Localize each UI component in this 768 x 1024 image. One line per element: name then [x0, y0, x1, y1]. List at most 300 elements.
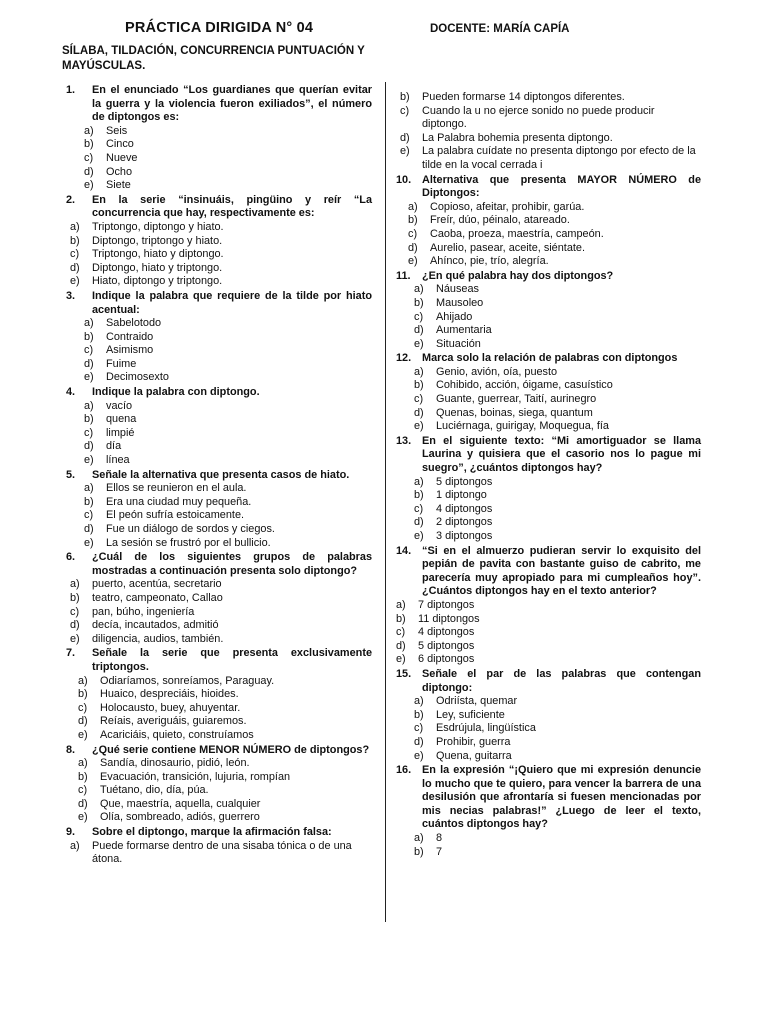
option-letter: b)	[84, 413, 94, 426]
answer-option	[396, 420, 701, 434]
question-q15	[396, 668, 701, 763]
question-text: “Si en el almuerzo pudieran servir lo exquisito del pepián de pavita con bastante guiso de cabrito, me parecería muy apropiado para mi cumpleaños hoy”. ¿Cuántos diptongos hay en el texto anterior?	[422, 544, 701, 598]
option-text: Odriísta, quemar	[436, 695, 518, 708]
page-title: PRÁCTICA DIRIGIDA N° 04	[125, 20, 314, 36]
answer-option	[66, 262, 372, 276]
question-number: 2.	[66, 193, 76, 206]
answer-option	[396, 709, 701, 723]
left-column	[66, 84, 372, 867]
question-q2	[66, 194, 372, 289]
answer-option	[396, 530, 701, 544]
option-text: Guante, guerrear, Taití, aurinegro	[436, 393, 597, 406]
answer-option	[396, 750, 701, 764]
question-text: Indique la palabra que requiere de la tilde por hiato acentual:	[92, 289, 372, 316]
option-text: Contraido	[106, 330, 154, 343]
option-letter: a)	[408, 200, 418, 213]
option-text: 7 diptongos	[418, 598, 475, 611]
answer-option	[396, 228, 701, 242]
option-text: 5 diptongos	[436, 475, 493, 488]
answer-option	[396, 297, 701, 311]
option-letter: e)	[78, 728, 88, 741]
option-letter: e)	[70, 632, 80, 645]
option-letter: d)	[414, 735, 424, 748]
question-text: Señale la alternativa que presenta casos de hiato.	[92, 468, 350, 481]
option-letter: d)	[414, 516, 424, 529]
answer-option	[66, 427, 372, 441]
answer-option	[66, 578, 372, 592]
option-text: Asimismo	[106, 344, 154, 357]
option-text: vacío	[106, 399, 133, 412]
answer-option	[66, 166, 372, 180]
option-letter: e)	[84, 179, 94, 192]
option-text: Puede formarse dentro de una sisaba tónica o de una átona.	[92, 839, 352, 866]
option-text: Triptongo, hiato y diptongo.	[92, 248, 224, 261]
question-number: 16.	[396, 764, 412, 777]
question-stem	[396, 545, 701, 599]
question-stem	[396, 668, 701, 695]
answer-option	[66, 331, 372, 345]
answer-option	[66, 729, 372, 743]
question-stem	[66, 744, 372, 758]
answer-option	[66, 413, 372, 427]
question-text: En el siguiente texto: “Mi amortiguador se llama Laurina y quisiera que el casorio nos lo pague mi suegro”, ¿cuántos diptongos hay?	[422, 434, 701, 475]
option-text: 6 diptongos	[418, 653, 475, 666]
option-text: línea	[106, 454, 130, 467]
answer-option	[66, 592, 372, 606]
option-letter: d)	[70, 619, 80, 632]
teacher-name: DOCENTE: MARÍA CAPÍA	[430, 23, 570, 35]
answer-option	[66, 757, 372, 771]
answer-option	[396, 91, 701, 105]
option-text: Copioso, afeitar, prohibir, garúa.	[430, 200, 585, 213]
question-stem	[396, 174, 701, 201]
answer-option	[396, 145, 701, 172]
option-letter: e)	[400, 145, 410, 158]
option-text: Cohibido, acción, óigame, casuístico	[436, 379, 613, 392]
option-text: Triptongo, diptongo y hiato.	[92, 220, 224, 233]
option-letter: c)	[414, 310, 424, 323]
option-letter: c)	[400, 104, 410, 117]
answer-option	[66, 358, 372, 372]
option-text: Hiato, diptongo y triptongo.	[92, 275, 223, 288]
question-number: 6.	[66, 551, 76, 564]
right-column	[396, 91, 701, 859]
question-number: 3.	[66, 289, 76, 302]
option-letter: d)	[408, 241, 418, 254]
option-text: quena	[106, 413, 137, 426]
answer-option	[66, 523, 372, 537]
option-letter: c)	[414, 722, 424, 735]
option-text: puerto, acentúa, secretario	[92, 578, 222, 591]
answer-option	[396, 476, 701, 490]
option-letter: c)	[84, 344, 94, 357]
question-stem	[396, 270, 701, 284]
option-letter: b)	[414, 379, 424, 392]
question-text: En el enunciado “Los guardianes que querían evitar la guerra y la violencia fueron exiliados”, el número de diptongos es:	[92, 84, 372, 124]
question-q5	[66, 469, 372, 551]
option-text: 4 diptongos	[436, 502, 493, 515]
option-letter: e)	[70, 275, 80, 288]
answer-option	[396, 324, 701, 338]
option-text: 8	[436, 832, 443, 845]
option-text: La Palabra bohemia presenta diptongo.	[422, 131, 613, 144]
question-q9cont	[396, 91, 701, 173]
option-letter: a)	[414, 283, 424, 296]
option-letter: b)	[414, 845, 424, 858]
option-text: El peón sufría estoicamente.	[106, 509, 245, 522]
question-text: Indique la palabra con diptongo.	[92, 386, 260, 399]
option-letter: c)	[70, 248, 80, 261]
option-letter: d)	[396, 639, 406, 652]
option-text: Fue un diálogo de sordos y ciegos.	[106, 523, 275, 535]
answer-option	[396, 653, 701, 667]
option-text: 3 diptongos	[436, 530, 493, 542]
answer-option	[396, 695, 701, 709]
option-text: Odiaríamos, sonreíamos, Paraguay.	[100, 674, 275, 687]
option-text: Que, maestría, aquella, cualquier	[100, 797, 261, 810]
option-letter: b)	[84, 495, 94, 508]
column-divider	[385, 82, 386, 922]
question-number: 7.	[66, 647, 76, 660]
answer-option	[66, 496, 372, 510]
option-letter: d)	[414, 406, 424, 419]
option-letter: e)	[84, 536, 94, 549]
option-text: Pueden formarse 14 diptongos diferentes.	[422, 91, 625, 103]
question-q8	[66, 744, 372, 826]
option-text: 11 diptongos	[418, 612, 480, 625]
option-letter: a)	[84, 124, 94, 137]
option-text: Diptongo, triptongo y hiato.	[92, 234, 223, 247]
option-letter: c)	[70, 605, 80, 618]
answer-option	[396, 338, 701, 352]
option-text: diligencia, audios, también.	[92, 632, 224, 645]
option-text: Quenas, boinas, siega, quantum	[436, 406, 593, 419]
option-letter: d)	[78, 715, 88, 728]
answer-option	[66, 125, 372, 139]
question-stem	[66, 469, 372, 483]
option-letter: e)	[414, 530, 424, 542]
question-number: 9.	[66, 826, 76, 839]
question-stem	[396, 352, 701, 366]
option-letter: d)	[400, 131, 410, 144]
page-subtitle: SÍLABA, TILDACIÓN, CONCURRENCIA PUNTUACIÓN Y MAYÚSCULAS.	[62, 45, 365, 72]
answer-option	[396, 599, 701, 613]
option-text: Ahínco, pie, trío, alegría.	[430, 255, 549, 268]
answer-option	[396, 242, 701, 256]
option-letter: b)	[70, 234, 80, 247]
option-letter: b)	[78, 770, 88, 783]
option-text: Decimosexto	[106, 371, 169, 384]
answer-option	[396, 640, 701, 654]
question-number: 10.	[396, 173, 412, 186]
option-text: Era una ciudad muy pequeña.	[106, 495, 252, 508]
question-number: 15.	[396, 667, 412, 680]
option-text: Prohibir, guerra	[436, 735, 511, 748]
option-text: 4 diptongos	[418, 626, 475, 639]
option-text: Evacuación, transición, lujuria, rompían	[100, 770, 291, 783]
question-text: Marca solo la relación de palabras con diptongos	[422, 352, 678, 365]
option-text: La sesión se frustró por el bullicio.	[106, 536, 271, 549]
option-letter: c)	[396, 626, 406, 639]
option-letter: b)	[78, 688, 88, 701]
option-letter: b)	[414, 489, 424, 502]
answer-option	[396, 489, 701, 503]
question-number: 14.	[396, 544, 412, 557]
question-stem	[66, 551, 372, 578]
answer-option	[66, 811, 372, 825]
option-letter: b)	[400, 91, 410, 103]
option-text: pan, búho, ingeniería	[92, 605, 195, 618]
option-text: Situación	[436, 337, 481, 350]
option-letter: a)	[414, 832, 424, 845]
option-text: limpié	[106, 426, 135, 439]
answer-option	[396, 393, 701, 407]
answer-option	[66, 440, 372, 454]
option-letter: c)	[78, 784, 88, 797]
question-text: ¿En qué palabra hay dos diptongos?	[422, 269, 614, 282]
question-stem	[66, 826, 372, 840]
option-text: Olía, sombreado, adiós, guerrero	[100, 811, 260, 824]
question-text: En la serie “insinuáis, pingüino y reír “La concurrencia que hay, respectivamente es:	[92, 193, 372, 220]
option-letter: c)	[84, 426, 94, 439]
answer-option	[66, 317, 372, 331]
question-text: Señale el par de las palabras que contengan diptongo:	[422, 667, 701, 694]
answer-option	[66, 482, 372, 496]
option-text: La palabra cuídate no presenta diptongo por efecto de la tilde en la vocal cerrada i	[422, 145, 696, 171]
answer-option	[66, 454, 372, 468]
answer-option	[66, 633, 372, 647]
answer-option	[66, 275, 372, 289]
answer-option	[396, 214, 701, 228]
answer-option	[66, 138, 372, 152]
answer-option	[396, 846, 701, 860]
option-text: Diptongo, hiato y triptongo.	[92, 261, 223, 274]
option-letter: a)	[84, 399, 94, 412]
option-text: Nueve	[106, 151, 138, 164]
answer-option	[396, 736, 701, 750]
question-q3	[66, 290, 372, 385]
answer-option	[66, 344, 372, 358]
option-text: Genio, avión, oía, puesto	[436, 365, 558, 378]
option-letter: d)	[414, 324, 424, 337]
answer-option	[396, 407, 701, 421]
option-letter: e)	[84, 371, 94, 384]
option-letter: c)	[84, 509, 94, 522]
option-letter: e)	[414, 337, 424, 350]
answer-option	[66, 702, 372, 716]
option-letter: d)	[70, 261, 80, 274]
answer-option	[66, 248, 372, 262]
question-stem	[66, 386, 372, 400]
question-stem	[66, 84, 372, 125]
question-stem	[66, 647, 372, 674]
question-stem	[66, 290, 372, 317]
answer-option	[396, 379, 701, 393]
option-letter: b)	[70, 591, 80, 604]
option-text: Caoba, proeza, maestría, campeón.	[430, 227, 604, 240]
option-text: Cinco	[106, 138, 134, 151]
option-letter: d)	[84, 523, 94, 535]
answer-option	[396, 283, 701, 297]
question-stem	[396, 764, 701, 832]
option-letter: a)	[78, 757, 88, 770]
option-text: Acariciáis, quieto, construíamos	[100, 728, 254, 741]
option-letter: b)	[414, 296, 424, 309]
option-letter: e)	[396, 653, 406, 666]
answer-option	[66, 400, 372, 414]
option-letter: a)	[84, 482, 94, 495]
question-number: 12.	[396, 352, 412, 365]
option-letter: a)	[70, 578, 80, 591]
answer-option	[396, 311, 701, 325]
option-letter: c)	[414, 393, 424, 406]
option-letter: e)	[414, 749, 424, 762]
option-text: Aurelio, pasear, aceite, siéntate.	[430, 241, 585, 254]
option-letter: d)	[78, 797, 88, 810]
option-text: día	[106, 440, 122, 453]
question-q10	[396, 174, 701, 269]
option-text: Huaico, despreciáis, hioides.	[100, 688, 239, 701]
answer-option	[66, 675, 372, 689]
question-stem	[66, 194, 372, 221]
option-text: 7	[436, 845, 443, 858]
option-text: Aumentaria	[436, 324, 492, 337]
question-q11	[396, 270, 701, 352]
option-letter: a)	[70, 220, 80, 233]
answer-option	[66, 235, 372, 249]
question-number: 11.	[396, 269, 411, 282]
question-number: 4.	[66, 386, 76, 399]
answer-option	[66, 619, 372, 633]
option-letter: a)	[84, 317, 94, 330]
answer-option	[396, 366, 701, 380]
option-letter: c)	[78, 701, 88, 714]
option-text: Mausoleo	[436, 296, 484, 309]
question-q1	[66, 84, 372, 193]
option-letter: d)	[84, 357, 94, 370]
answer-option	[396, 516, 701, 530]
answer-option	[396, 832, 701, 846]
question-text: Alternativa que presenta MAYOR NÚMERO de Diptongos:	[422, 173, 701, 200]
option-letter: a)	[396, 598, 406, 611]
answer-option	[66, 784, 372, 798]
answer-option	[66, 715, 372, 729]
option-letter: b)	[396, 612, 406, 625]
question-q16	[396, 764, 701, 859]
question-q14	[396, 545, 701, 667]
answer-option	[66, 688, 372, 702]
option-text: Cuando la u no ejerce sonido no puede producir diptongo.	[422, 104, 655, 131]
question-text: ¿Qué serie contiene MENOR NÚMERO de diptongos?	[92, 743, 370, 756]
option-text: Quena, guitarra	[436, 749, 512, 762]
question-q7	[66, 647, 372, 742]
question-number: 13.	[396, 434, 412, 447]
option-letter: e)	[84, 454, 94, 467]
option-letter: b)	[84, 138, 94, 151]
answer-option	[66, 840, 372, 867]
answer-option	[396, 201, 701, 215]
option-letter: c)	[408, 227, 418, 240]
answer-option	[396, 105, 701, 132]
option-text: Náuseas	[436, 283, 479, 296]
answer-option	[396, 613, 701, 627]
answer-option	[66, 509, 372, 523]
option-text: decía, incautados, admitió	[92, 619, 219, 632]
option-letter: a)	[414, 365, 424, 378]
question-text: ¿Cuál de los siguientes grupos de palabras mostradas a continuación presenta solo diptongo?	[92, 551, 372, 577]
option-text: Freír, dúo, péinalo, atareado.	[430, 214, 570, 227]
option-letter: a)	[78, 674, 88, 687]
option-letter: c)	[414, 502, 424, 515]
option-text: Holocausto, buey, ahuyentar.	[100, 701, 241, 714]
option-text: Sandía, dinosaurio, pidió, león.	[100, 757, 250, 770]
option-text: Ellos se reunieron en el aula.	[106, 482, 247, 495]
question-number: 1.	[66, 84, 76, 96]
option-letter: e)	[408, 255, 418, 268]
question-q9	[66, 826, 372, 867]
option-text: Reíais, averiguáis, guiaremos.	[100, 715, 247, 728]
option-letter: c)	[84, 151, 94, 164]
option-letter: d)	[84, 440, 94, 453]
option-text: Ahijado	[436, 310, 473, 323]
option-letter: d)	[84, 165, 94, 178]
answer-option	[66, 371, 372, 385]
option-letter: e)	[78, 811, 88, 824]
answer-option	[66, 152, 372, 166]
answer-option	[66, 771, 372, 785]
option-text: Ocho	[106, 165, 133, 178]
answer-option	[66, 798, 372, 812]
answer-option	[396, 132, 701, 146]
option-text: Ley, suficiente	[436, 708, 505, 721]
answer-option	[66, 221, 372, 235]
answer-option	[396, 626, 701, 640]
option-text: 1 diptongo	[436, 489, 487, 502]
option-text: Sabelotodo	[106, 317, 162, 330]
answer-option	[396, 503, 701, 517]
question-number: 5.	[66, 468, 76, 481]
option-letter: a)	[414, 475, 424, 488]
question-text: Señale la serie que presenta exclusivamente triptongos.	[92, 647, 372, 673]
option-text: Seis	[106, 124, 128, 137]
option-letter: e)	[414, 420, 424, 433]
question-text: Sobre el diptongo, marque la afirmación falsa:	[92, 826, 332, 839]
question-stem	[396, 435, 701, 476]
option-letter: b)	[408, 214, 418, 227]
answer-option	[66, 179, 372, 193]
answer-option	[396, 722, 701, 736]
question-q13	[396, 435, 701, 544]
option-text: Luciérnaga, guirigay, Moquegua, fía	[436, 420, 609, 433]
question-number: 8.	[66, 743, 76, 756]
option-text: 5 diptongos	[418, 639, 475, 652]
option-text: teatro, campeonato, Callao	[92, 591, 223, 604]
option-letter: a)	[70, 839, 80, 852]
option-text: Esdrújula, lingüística	[436, 722, 536, 735]
answer-option	[66, 606, 372, 620]
option-letter: b)	[84, 330, 94, 343]
option-text: 2 diptongos	[436, 516, 493, 529]
question-text: En la expresión “¡Quiero que mi expresión denuncie lo mucho que te quiero, para vencer la barrera de una desilusión que afrontaría si fuesen mencionadas por mis necias palabras!” ¿Luego de leer el texto, cuántos diptongos hay?	[422, 764, 701, 831]
question-q6	[66, 551, 372, 646]
question-q12	[396, 352, 701, 434]
option-letter: a)	[414, 695, 424, 708]
option-text: Tuétano, dio, día, púa.	[100, 784, 209, 797]
answer-option	[66, 537, 372, 551]
answer-option	[396, 255, 701, 269]
option-letter: b)	[414, 708, 424, 721]
question-q4	[66, 386, 372, 468]
